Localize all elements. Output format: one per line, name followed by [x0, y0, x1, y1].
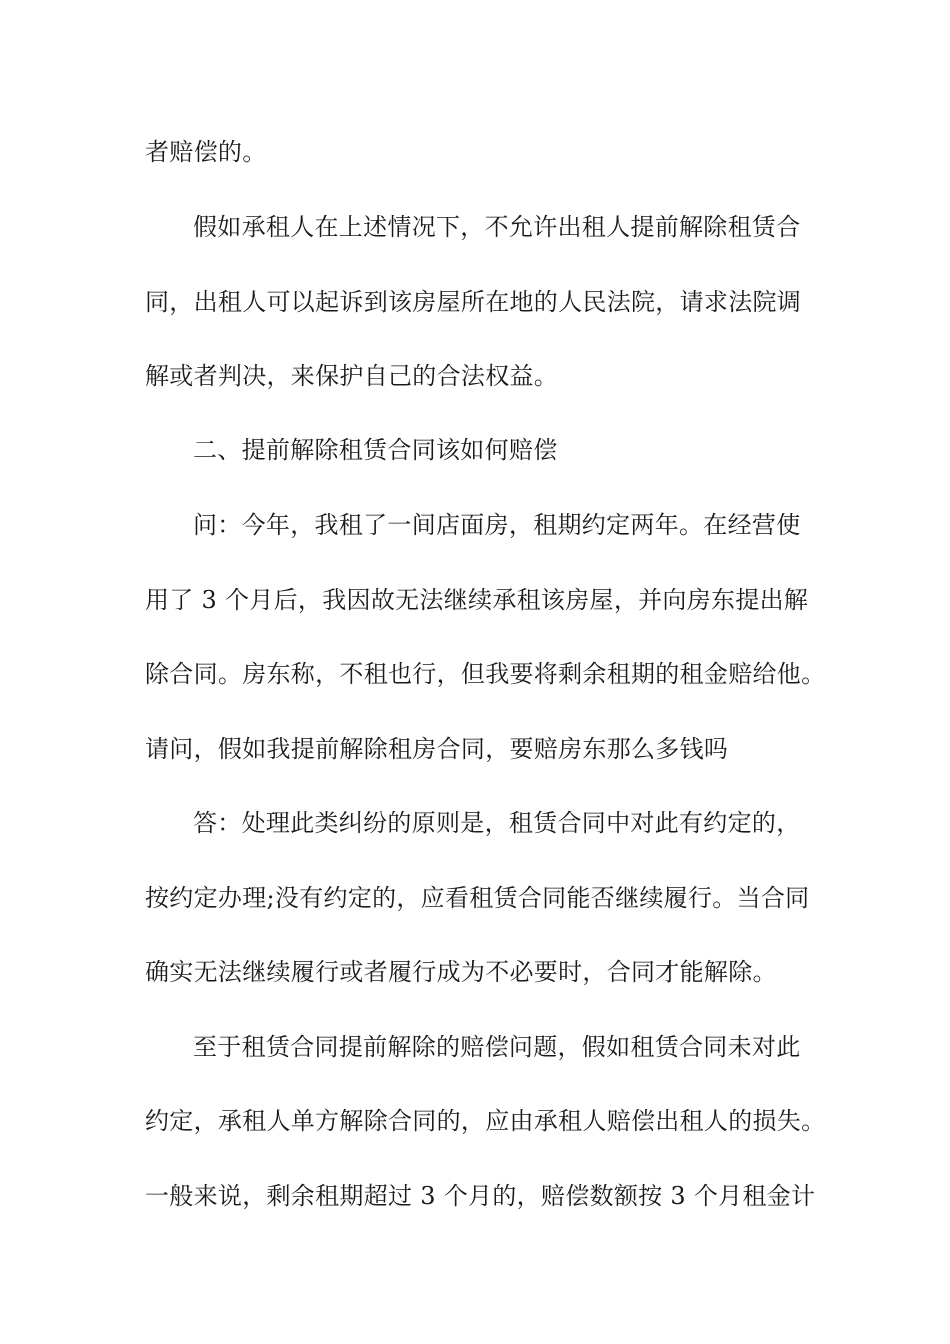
paragraph-line: 假如承租人在上述情况下，不允许出租人提前解除租赁合 [193, 213, 801, 241]
paragraph-line: 请问，假如我提前解除租房合同，要赔房东那么多钱吗 [145, 735, 729, 763]
paragraph-line: 约定，承租人单方解除合同的，应由承租人赔偿出租人的损失。 [145, 1107, 826, 1135]
paragraph-line: 问：今年，我租了一间店面房，租期约定两年。在经营使 [193, 511, 801, 539]
paragraph-line: 答：处理此类纠纷的原则是，租赁合同中对此有约定的， [193, 809, 801, 837]
paragraph-line: 解或者判决，来保护自己的合法权益。 [145, 362, 559, 390]
paragraph-line: 确实无法继续履行或者履行成为不必要时，合同才能解除。 [145, 958, 777, 986]
paragraph-line: 按约定办理;没有约定的，应看租赁合同能否继续履行。当合同 [145, 884, 810, 912]
paragraph-line: 同，出租人可以起诉到该房屋所在地的人民法院，请求法院调 [145, 288, 802, 316]
paragraph-line: 除合同。房东称，不租也行，但我要将剩余租期的租金赔给他。 [145, 660, 826, 688]
paragraph-line: 至于租赁合同提前解除的赔偿问题，假如租赁合同未对此 [193, 1033, 801, 1061]
paragraph-line: 者赔偿的。 [145, 138, 267, 166]
paragraph-line: 一般来说，剩余租期超过 3 个月的，赔偿数额按 3 个月租金计 [145, 1182, 816, 1210]
paragraph-line: 用了 3 个月后，我因故无法继续承租该房屋，并向房东提出解 [145, 586, 809, 614]
section-heading: 二、提前解除租赁合同该如何赔偿 [193, 436, 558, 464]
